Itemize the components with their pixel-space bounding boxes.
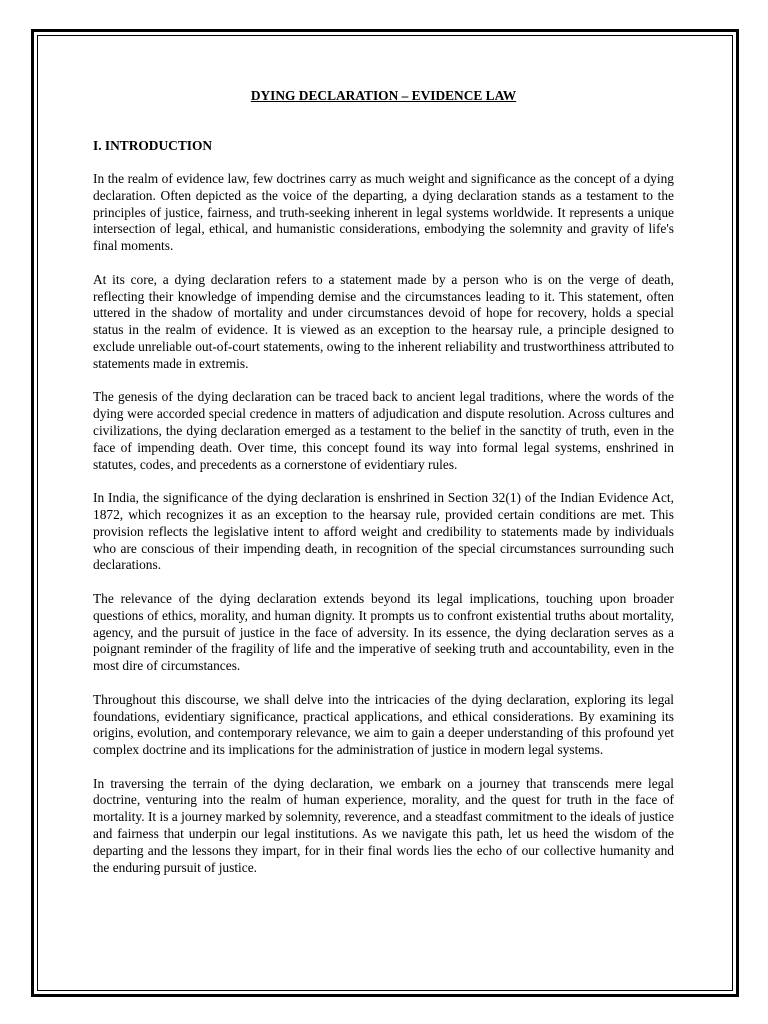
paragraph: At its core, a dying declaration refers to a statement made by a person who is on the verge of death, reflecting their knowledge of impending demise and the circumstances leading to it. This statement, often uttered in the shadow of mortality and under circumstances devoid of hope for recovery, holds a special status in the realm of evidence. It is viewed as an exception to the hearsay rule, a principle designed to exclude unreliable out-of-court statements, owing to the inherent reliability and trustworthiness attributed to statements made in extremis.: [93, 271, 674, 371]
paragraph: In traversing the terrain of the dying declaration, we embark on a journey that transcends mere legal doctrine, venturing into the realm of human experience, morality, and the quest for truth in the face of mortality. It is a journey marked by solemnity, reverence, and a steadfast commitment to the ideals of justice and fairness that underpin our legal institutions. As we navigate this path, let us heed the wisdom of the departing and the lessons they impart, for in their final words lies the echo of our collective humanity and the enduring pursuit of justice.: [93, 775, 674, 875]
paragraph: In India, the significance of the dying declaration is enshrined in Section 32(1) of the Indian Evidence Act, 1872, which recognizes it as an exception to the hearsay rule, provided certain conditions are met. This provision reflects the legislative intent to afford weight and credibility to statements made by individuals who are conscious of their impending death, in recognition of the special circumstances surrounding such declarations.: [93, 490, 674, 573]
document-body: [93, 86, 674, 893]
paragraph: Throughout this discourse, we shall delve into the intricacies of the dying declaration, exploring its legal foundations, evidentiary significance, practical applications, and ethical considerations. By examining its origins, evolution, and contemporary relevance, we aim to gain a deeper understanding of this profound yet complex doctrine and its implications for the administration of justice in modern legal systems.: [93, 691, 674, 758]
paragraph: The genesis of the dying declaration can be traced back to ancient legal traditions, where the words of the dying were accorded special credence in matters of adjudication and dispute resolution. Across cultures and civilizations, the dying declaration emerged as a testament to the belief in the sanctity of truth, even in the face of impending death. Over time, this concept found its way into formal legal systems, enshrined in statutes, codes, and precedents as a cornerstone of evidentiary rules.: [93, 389, 674, 472]
section-heading-introduction: I. INTRODUCTION: [93, 138, 213, 153]
paragraph: The relevance of the dying declaration extends beyond its legal implications, touching upon broader questions of ethics, morality, and human dignity. It prompts us to confront existential truths about mortality, agency, and the pursuit of justice in the face of adversity. In its essence, the dying declaration serves as a poignant reminder of the fragility of life and the imperative of seeking truth and accountability, even in the most dire of circumstances.: [93, 590, 674, 674]
paragraph: In the realm of evidence law, few doctrines carry as much weight and significance as the concept of a dying declaration. Often depicted as the voice of the departing, a dying declaration stands as a testament to the principles of justice, fairness, and truth-seeking inherent in legal systems worldwide. It represents a unique intersection of legal, ethical, and humanistic considerations, embodying the solemnity and gravity of life's final moments.: [93, 171, 674, 254]
document-title: DYING DECLARATION – EVIDENCE LAW: [250, 88, 517, 103]
